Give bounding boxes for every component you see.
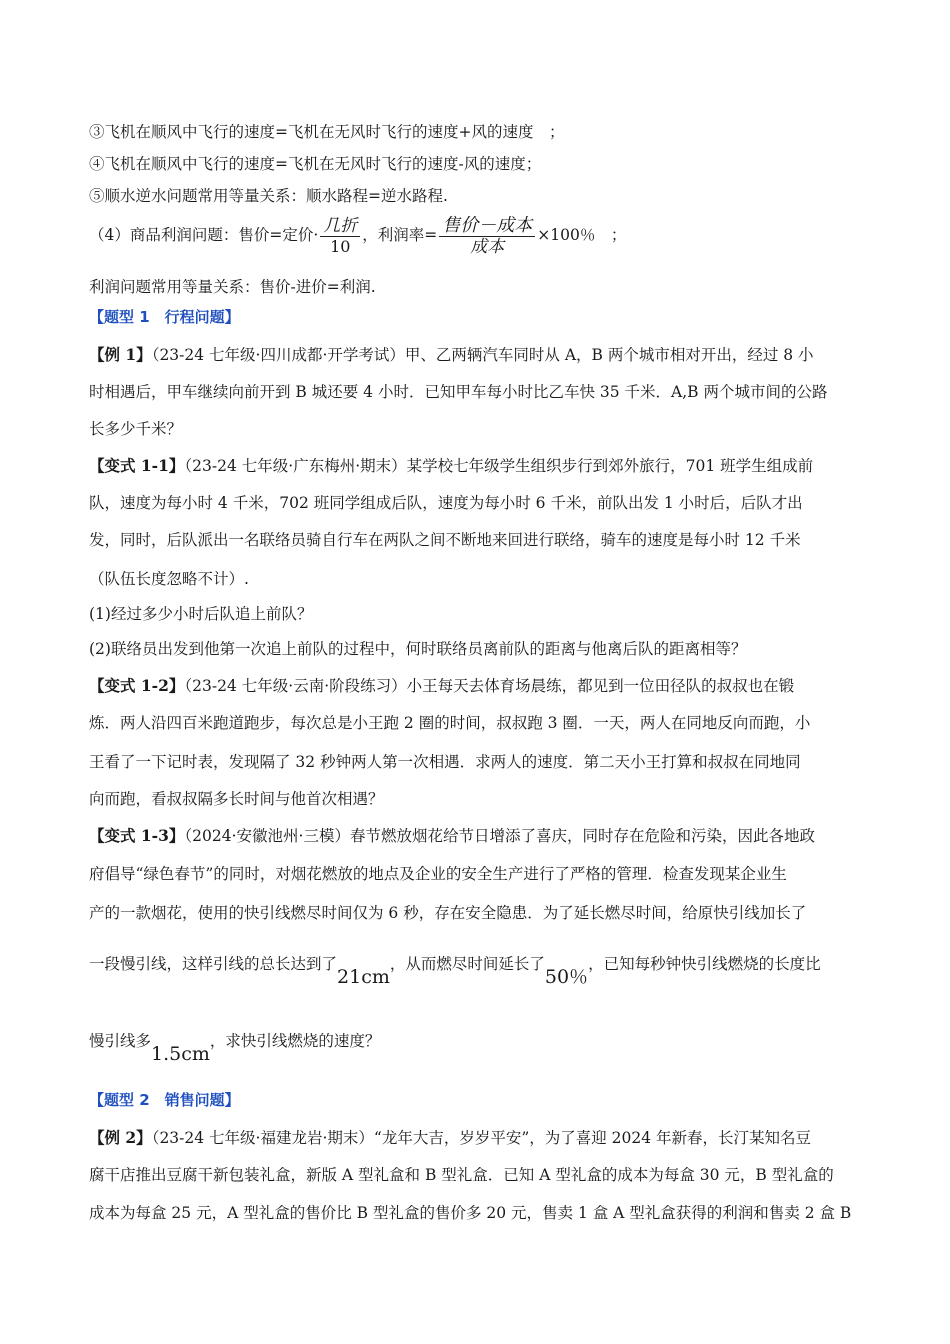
math-percent-50: 50％	[544, 966, 589, 988]
profit-formula-line	[89, 213, 626, 257]
variant13-text-4c: ，已知每秒钟快引线燃烧的长度比	[588, 955, 821, 973]
variant13-line-1	[89, 825, 815, 847]
variant13-line-2: 府倡导“绿色春节”的同时，对烟花燃放的地点及企业的安全生产进行了严格的管理．检查发现某企业生	[89, 865, 787, 883]
variant13-line-4	[89, 952, 821, 988]
variant13-line-3: 产的一款烟花，使用的快引线燃尽时间仅为 6 秒，存在安全隐患．为了延长燃尽时间，给原快引线加长了	[89, 904, 807, 922]
variant11-line-4: （队伍长度忽略不计）.	[89, 570, 249, 588]
profit-mid: ，利润率=	[362, 226, 438, 244]
math-length-1-5cm: 1.5cm	[151, 1043, 210, 1065]
profit-relation: 利润问题常用等量关系：售价-进价=利润.	[89, 278, 376, 296]
example1-line-3: 长多少千米？	[89, 420, 183, 438]
variant11-question-2: (2)联络员出发到他第一次追上前队的过程中，何时联络员离前队的距离与他离后队的距离相等？	[89, 640, 747, 658]
variant11-line-2: 队，速度为每小时 4 千米，702 班同学组成后队，速度为每小时 6 千米，前队出发 1 小时后，后队才出	[89, 494, 803, 512]
example2-label: 【例 2】	[89, 1128, 152, 1147]
variant11-line-3: 发，同时，后队派出一名联络员骑自行车在两队之间不断地来回进行联络，骑车的速度是每小时 12 千米	[89, 531, 801, 549]
variant13-text-1: （2024·安徽池州·三模）春节燃放烟花给节日增添了喜庆，同时存在危险和污染，因此各地政	[184, 827, 815, 845]
variant12-text-1: （23-24 七年级·云南·阶段练习）小王每天去体育场晨练，都见到一位田径队的叔叔也在锻	[184, 677, 795, 695]
variant12-line-1	[89, 675, 794, 697]
example1-line-2: 时相遇后，甲车继续向前开到 B 城还要 4 小时．已知甲车每小时比乙车快 35 千米．A,B 两个城市间的公路	[89, 383, 828, 401]
section-heading-type1: 【题型 1 行程问题】	[89, 308, 240, 326]
formula-line-5: ⑤顺水逆水问题常用等量关系：顺水路程=逆水路程.	[89, 187, 448, 205]
profit-suffix: ×100％ ；	[537, 226, 627, 244]
example2-text-1: （23-24 七年级·福建龙岩·期末）“龙年大吉，岁岁平安”，为了喜迎 2024 年新春，长汀某知名豆	[151, 1129, 812, 1147]
fraction-discount-numerator: 几折	[320, 216, 360, 237]
variant13-text-5a: 慢引线多	[89, 1032, 152, 1050]
fraction-profit-rate-denominator: 成本	[470, 236, 505, 257]
variant11-question-1: (1)经过多少小时后队追上前队？	[89, 605, 313, 623]
formula-line-3: ③飞机在顺风中飞行的速度=飞机在无风时飞行的速度+风的速度 ；	[89, 123, 565, 141]
profit-prefix: （4）商品利润问题：售价=定价·	[89, 226, 319, 244]
example1-text-1: （23-24 七年级·四川成都·开学考试）甲、乙两辆汽车同时从 A，B 两个城市相对开出，经过 8 小	[151, 346, 814, 364]
variant12-line-3: 王看了一下记时表，发现隔了 32 秒钟两人第一次相遇．求两人的速度．第二天小王打算和叔叔在同地同	[89, 753, 801, 771]
variant12-label: 【变式 1-2】	[89, 676, 185, 695]
example1-line-1	[89, 344, 814, 366]
variant13-text-4a: 一段慢引线，这样引线的总长达到了	[89, 955, 338, 973]
variant11-label: 【变式 1-1】	[89, 456, 185, 475]
example2-line-3: 成本为每盒 25 元，A 型礼盒的售价比 B 型礼盒的售价多 20 元，售卖 1 盒 A 型礼盒获得的利润和售卖 2 盒 B	[89, 1204, 852, 1222]
variant12-line-4: 向而跑，看叔叔隔多长时间与他首次相遇？	[89, 790, 384, 808]
variant13-text-4b: ，从而燃尽时间延长了	[389, 955, 545, 973]
section-heading-type2: 【题型 2 销售问题】	[89, 1091, 240, 1109]
fraction-discount	[320, 216, 360, 257]
variant11-text-1: （23-24 七年级·广东梅州·期末）某学校七年级学生组织步行到郊外旅行，701 班学生组成前	[184, 457, 814, 475]
math-length-21cm: 21cm	[337, 966, 390, 988]
fraction-profit-rate	[439, 216, 535, 257]
example2-line-2: 腐干店推出豆腐干新包装礼盒，新版 A 型礼盒和 B 型礼盒．已知 A 型礼盒的成本为每盒 30 元，B 型礼盒的	[89, 1166, 834, 1184]
variant13-label: 【变式 1-3】	[89, 826, 185, 845]
variant13-text-5b: ，求快引线燃烧的速度？	[209, 1032, 381, 1050]
variant11-line-1	[89, 455, 813, 477]
variant13-line-5	[89, 1029, 381, 1065]
example1-label: 【例 1】	[89, 345, 152, 364]
formula-line-4: ④飞机在顺风中飞行的速度=飞机在无风时飞行的速度-风的速度；	[89, 155, 542, 173]
example2-line-1	[89, 1127, 811, 1149]
fraction-discount-denominator: 10	[330, 236, 351, 256]
fraction-profit-rate-numerator: 售价－成本	[439, 216, 535, 237]
variant12-line-2: 炼．两人沿四百米跑道跑步，每次总是小王跑 2 圈的时间，叔叔跑 3 圈．一天，两人在同地反向而跑，小	[89, 714, 811, 732]
